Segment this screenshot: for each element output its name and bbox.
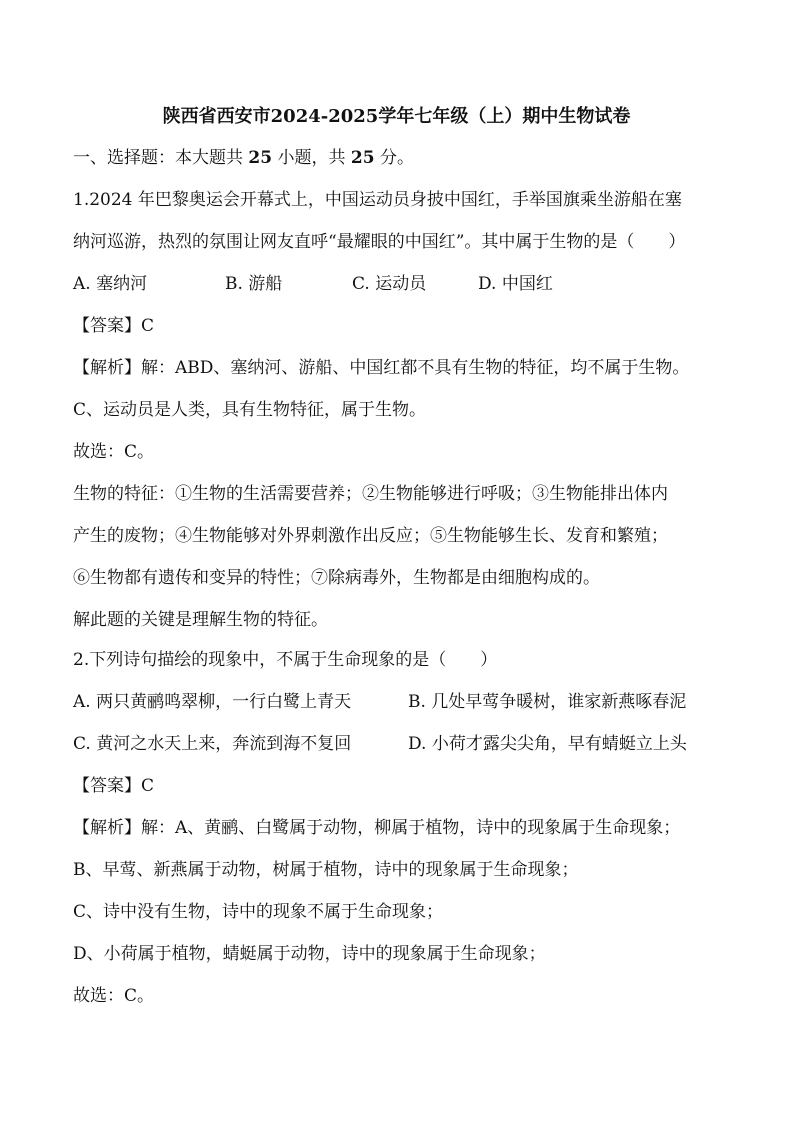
q1-stem-line-2: 纳河巡游，热烈的氛围让网友直呼“最耀眼的中国红”。其中属于生物的是（ ）	[73, 232, 686, 252]
q1-answer: 【答案】C	[73, 316, 155, 336]
q1-option-d: D. 中国红	[478, 274, 553, 294]
q2-option-b: B. 几处早莺争暖树，谁家新燕啄春泥	[408, 692, 687, 712]
section-prefix: 一、选择题：本大题共	[73, 148, 249, 168]
q1-option-c: C. 运动员	[352, 274, 427, 294]
q1-analysis-line-1: 【解析】解：ABD、塞纳河、游船、中国红都不具有生物的特征，均不属于生物。	[73, 358, 690, 378]
question-count: 25	[248, 148, 273, 168]
q2-option-d: D. 小荷才露尖尖角，早有蜻蜓立上头	[408, 734, 687, 754]
q2-analysis-line-4: D、小荷属于植物，蜻蜓属于动物，诗中的现象属于生命现象；	[73, 944, 546, 964]
q1-analysis-line-7: 解此题的关键是理解生物的特征。	[73, 610, 328, 630]
section-suffix: 分。	[374, 148, 414, 168]
q1-option-a: A. 塞纳河	[73, 274, 148, 294]
q2-stem: 2.下列诗句描绘的现象中，不属于生命现象的是（ ）	[73, 650, 498, 670]
q2-option-c: C. 黄河之水天上来，奔流到海不复回	[73, 734, 352, 754]
q2-analysis-line-3: C、诗中没有生物，诗中的现象不属于生命现象；	[73, 902, 444, 922]
q1-stem-line-1: 1.2024 年巴黎奥运会开幕式上，中国运动员身披中国红，手举国旗乘坐游船在塞	[73, 190, 682, 210]
q2-analysis-line-1: 【解析】解：A、黄鹂、白鹭属于动物，柳属于植物，诗中的现象属于生命现象；	[73, 818, 681, 838]
q1-analysis-line-4: 生物的特征：①生物的生活需要营养；②生物能够进行呼吸；③生物能排出体内	[73, 484, 668, 504]
q2-answer: 【答案】C	[73, 776, 155, 796]
q2-option-a: A. 两只黄鹂鸣翠柳，一行白鹭上青天	[73, 692, 352, 712]
q2-analysis-line-5: 故选：C。	[73, 986, 155, 1006]
q2-analysis-line-2: B、早莺、新燕属于动物，树属于植物，诗中的现象属于生命现象；	[73, 860, 579, 880]
section-middle: 小题，共	[272, 148, 351, 168]
q1-analysis-line-5: 产生的废物；④生物能够对外界刺激作出反应；⑤生物能够生长、发育和繁殖；	[73, 526, 668, 546]
q1-option-b: B. 游船	[225, 274, 283, 294]
page-title: 陕西省西安市2024-2025学年七年级（上）期中生物试卷	[162, 106, 631, 127]
q1-analysis-line-3: 故选：C。	[73, 442, 155, 462]
section-heading	[73, 148, 743, 168]
q1-analysis-line-2: C、运动员是人类，具有生物特征，属于生物。	[73, 400, 427, 420]
q1-analysis-line-6: ⑥生物都有遗传和变异的特性；⑦除病毒外，生物都是由细胞构成的。	[73, 568, 600, 588]
total-score: 25	[350, 148, 375, 168]
